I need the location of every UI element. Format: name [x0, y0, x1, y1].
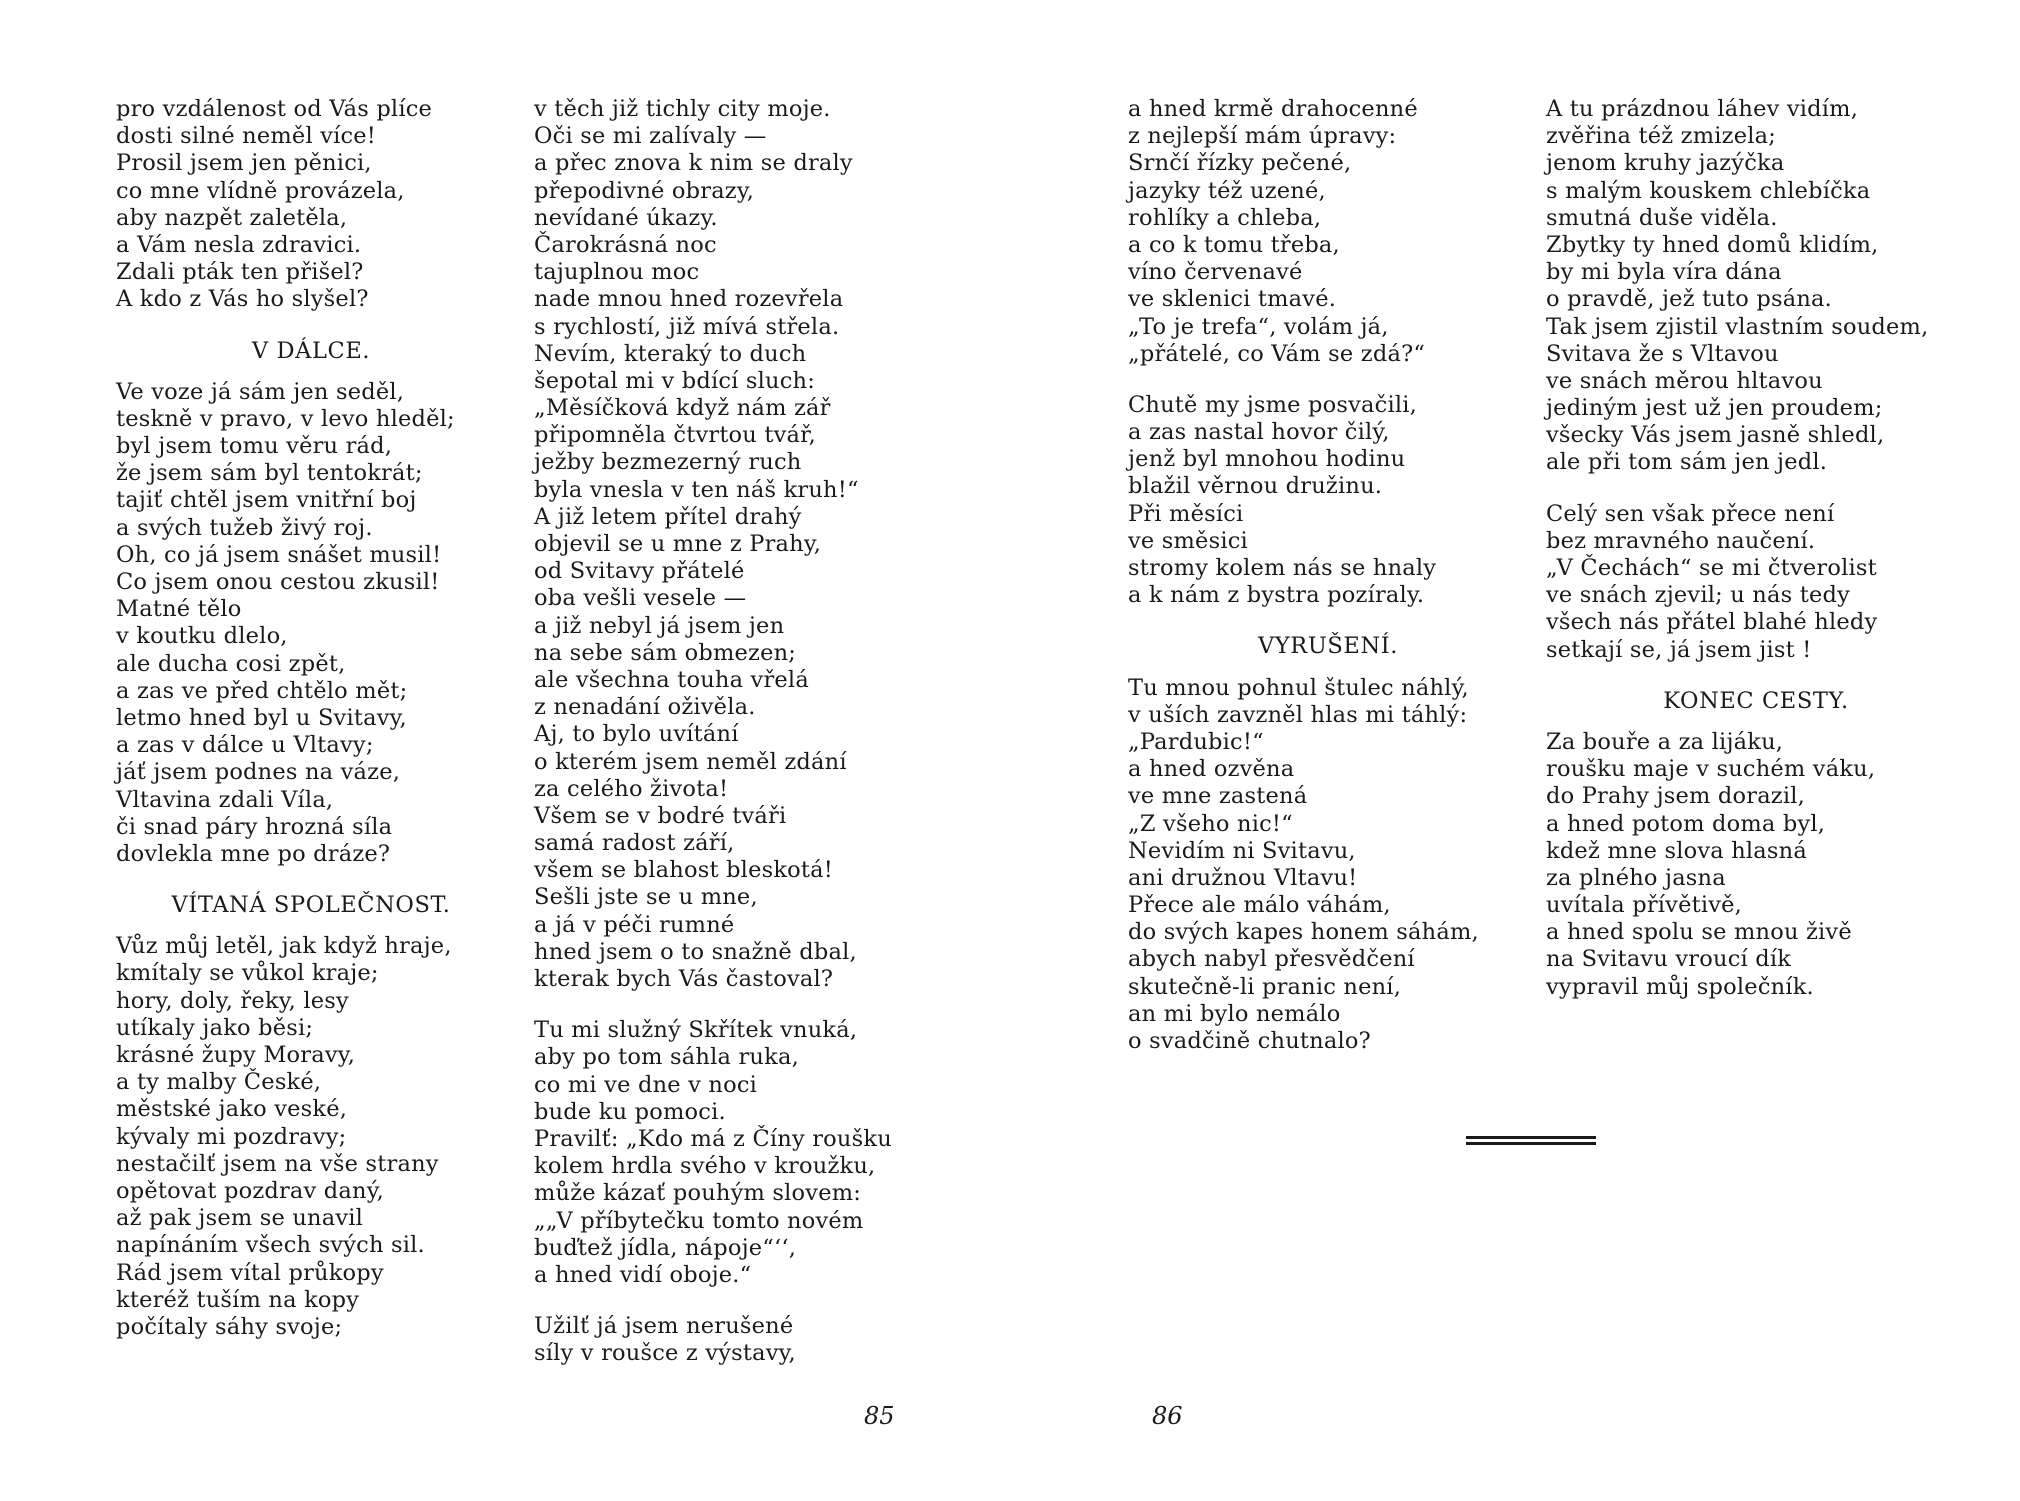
poem-line: Rád jsem vítal průkopy — [116, 1259, 384, 1286]
poem-line: bez mravného naučení. — [1546, 527, 1816, 554]
poem-line: ježby bezmezerný ruch — [534, 449, 802, 476]
poem-line: a Vám nesla zdravici. — [116, 231, 362, 258]
poem-line: Matné tělo — [116, 596, 242, 623]
page-86-column-1 — [1128, 96, 1528, 1055]
poem-line: „Pardubic!“ — [1128, 728, 1264, 755]
stanza-break — [1546, 477, 1966, 501]
poem-line: za celého života! — [534, 775, 729, 802]
poem-line: všecky Vás jsem jasně shledl, — [1546, 422, 1885, 449]
poem-line: setkají se, já jsem jist ! — [1546, 636, 1812, 663]
section-heading: VYRUŠENÍ. — [1258, 633, 1398, 660]
poem-line: a přec znova k nim se draly — [534, 150, 853, 177]
poem-line: napínáním všech svých sil. — [116, 1232, 425, 1259]
poem-line: Zbytky ty hned domů klidím, — [1546, 231, 1879, 258]
poem-line: Srnčí řízky pečené, — [1128, 150, 1352, 177]
poem-line: do svých kapes honem sáhám, — [1128, 919, 1479, 946]
poem-line: zvěřina též zmizela; — [1546, 123, 1776, 150]
poem-line: od Svitavy přátelé — [534, 558, 745, 585]
stanza-break — [534, 1289, 934, 1313]
poem-line: by mi byla víra dána — [1546, 259, 1782, 286]
poem-line: ve sklenici tmavé. — [1128, 286, 1337, 313]
poem-line: A tu prázdnou láhev vidím, — [1546, 96, 1859, 122]
poem-line: dosti silné neměl více! — [116, 123, 377, 150]
page-number-left: 85 — [864, 1402, 895, 1430]
poem-line: o kterém jsem neměl zdání — [534, 748, 847, 775]
poem-line: a zas nastal hovor čilý, — [1128, 419, 1390, 446]
poem-line: „To je trefa“, volám já, — [1128, 313, 1389, 340]
poem-line: může kázať pouhým slovem: — [534, 1180, 862, 1207]
poem-line: a co k tomu třeba, — [1128, 231, 1340, 258]
end-ornament-rule — [1466, 1136, 1596, 1150]
poem-line: krásné župy Moravy, — [116, 1042, 356, 1068]
poem-line: kmítaly se vůkol kraje; — [116, 960, 379, 987]
poem-line: nevídané úkazy. — [534, 204, 718, 231]
poem-line: kdež mne slova hlasná — [1546, 837, 1807, 864]
poem-line: Pravilť: „Kdo má z Číny roušku — [534, 1125, 892, 1152]
poem-line: jazyky též uzené, — [1128, 177, 1326, 204]
poem-line: Vůz můj letěl, jak když hraje, — [116, 933, 452, 960]
poem-line: blažil věrnou družinu. — [1128, 473, 1383, 500]
poem-line: a hned potom doma byl, — [1546, 810, 1826, 837]
poem-line: ale všechna touha vřelá — [534, 666, 809, 693]
poem-line: byla vnesla v ten náš kruh!“ — [534, 476, 859, 503]
poem-line: smutná duše viděla. — [1546, 204, 1778, 231]
poem-line: s malým kouskem chlebíčka — [1546, 177, 1871, 204]
poem-line: ale při tom sám jen jedl. — [1546, 449, 1828, 476]
poem-line: „Z všeho nic!“ — [1128, 810, 1293, 837]
poem-line: abych nabyl přesvědčení — [1128, 946, 1415, 973]
poem-line: a zas v dálce u Vltavy; — [116, 732, 374, 759]
poem-line: připomněla čtvrtou tvář, — [534, 422, 816, 449]
page-85-column-2 — [534, 96, 934, 1367]
poem-line: ale ducha cosi zpět, — [116, 650, 346, 677]
poem-line: a již nebyl já jsem jen — [534, 612, 785, 639]
poem-line: Nevidím ni Svitavu, — [1128, 837, 1356, 864]
poem-line: a k nám z bystra pozíraly. — [1128, 582, 1425, 609]
poem-line: počítaly sáhy svoje; — [116, 1313, 343, 1340]
poem-line: tajuplnou moc — [534, 259, 700, 286]
poem-line: Tak jsem zjistil vlastním soudem, — [1546, 313, 1929, 340]
poem-line: hned jsem o to snažně dbal, — [534, 938, 857, 965]
poem-line: Užilť já jsem nerušené — [534, 1313, 794, 1340]
poem-line: jediným jest už jen proudem; — [1546, 395, 1883, 422]
poem-line: nestačilť jsem na vše strany — [116, 1150, 439, 1177]
poem-line: roušku maje v suchém váku, — [1546, 756, 1876, 783]
poem-line: síly v roušce z výstavy, — [534, 1340, 796, 1367]
poem-line: Svitava že s Vltavou — [1546, 340, 1779, 367]
poem-line: vypravil můj společník. — [1546, 973, 1814, 1000]
poem-line: až pak jsem se unavil — [116, 1205, 364, 1232]
poem-line: kývaly mi pozdravy; — [116, 1123, 347, 1150]
poem-line: jenž byl mnohou hodinu — [1128, 446, 1406, 473]
poem-line: stromy kolem nás se hnaly — [1128, 555, 1437, 581]
poem-line: co mi ve dne v noci — [534, 1071, 758, 1098]
poem-line: Čarokrásná noc — [534, 231, 717, 258]
poem-line: Co jsem onou cestou zkusil! — [116, 569, 440, 595]
poem-line: „Měsíčková když nám zář — [534, 395, 831, 422]
poem-line: opětovat pozdrav daný, — [116, 1177, 384, 1204]
poem-line: jenom kruhy jazýčka — [1546, 150, 1785, 177]
poem-line: ve směsici — [1128, 527, 1248, 554]
poem-line: víno červenavé — [1128, 259, 1303, 286]
poem-line: utíkaly jako běsi; — [116, 1014, 314, 1041]
poem-line: městské jako veské, — [116, 1096, 348, 1123]
poem-line: tajiť chtěl jsem vnitřní boj — [116, 487, 417, 514]
poem-line: letmo hned byl u Svitavy, — [116, 704, 407, 731]
poem-line: samá radost září, — [534, 830, 735, 857]
poem-line: Přece ale málo váhám, — [1128, 892, 1391, 919]
poem-line: kolem hrdla svého v kroužku, — [534, 1153, 876, 1180]
poem-line: Tu mi služný Skřítek vnuká, — [534, 1017, 858, 1044]
poem-line: oba vešli vesele — — [534, 585, 747, 612]
poem-line: že jsem sám byl tentokrát; — [116, 460, 423, 487]
poem-line: pro vzdálenost od Vás plíce — [116, 96, 433, 122]
poem-line: A kdo z Vás ho slyšel? — [116, 286, 369, 313]
poem-line: ve snách zjevil; u nás tedy — [1546, 582, 1850, 609]
poem-line: Vltavina zdali Víla, — [116, 786, 334, 813]
stanza-break — [1128, 368, 1528, 392]
poem-line: a hned krmě drahocenné — [1128, 96, 1418, 122]
poem-line: do Prahy jsem dorazil, — [1546, 783, 1806, 810]
poem-line: z nejlepší mám úpravy: — [1128, 123, 1397, 150]
poem-line: Při měsíci — [1128, 500, 1244, 527]
poem-line: hory, doly, řeky, lesy — [116, 987, 349, 1014]
poem-line: v uších zavzněl hlas mi táhlý: — [1128, 701, 1468, 728]
poem-line: o pravdě, jež tuto psána. — [1546, 286, 1832, 313]
poem-line: ve mne zastená — [1128, 783, 1308, 810]
poem-line: na sebe sám obmezen; — [534, 639, 797, 666]
poem-line: jáť jsem podnes na váze, — [116, 759, 401, 786]
poem-line: teskně v pravo, v levo hleděl; — [116, 405, 455, 432]
poem-line: Prosil jsem jen pěnici, — [116, 150, 372, 177]
page-85-column-1 — [116, 96, 506, 1341]
poem-line: Chutě my jsme posvačili, — [1128, 391, 1417, 418]
poem-line: Sešli jste se u mne, — [534, 884, 758, 911]
poem-line: Za bouře a za lijáku, — [1546, 728, 1784, 755]
page-number-right: 86 — [1152, 1402, 1183, 1430]
poem-line: Oči se mi zalívaly — — [534, 123, 767, 150]
poem-line: „„V příbytečku tomto novém — [534, 1207, 864, 1234]
poem-line: Všem se v bodré tváři — [534, 802, 787, 829]
poem-line: a já v péči rumné — [534, 911, 735, 938]
poem-line: přepodivné obrazy, — [534, 177, 755, 204]
poem-line: Oh, co já jsem snášet musil! — [116, 541, 442, 568]
poem-line: všech nás přátel blahé hledy — [1546, 609, 1878, 636]
stanza-break — [534, 993, 934, 1017]
poem-line: všem se blahost bleskotá! — [534, 857, 834, 884]
section-heading: VÍTANÁ SPOLEČNOST. — [171, 892, 451, 919]
poem-line: kteréž tuším na kopy — [116, 1286, 360, 1313]
poem-line: „V Čechách“ se mi čtverolist — [1546, 555, 1877, 581]
poem-line: aby nazpět zaletěla, — [116, 204, 348, 231]
poem-line: byl jsem tomu věru rád, — [116, 433, 393, 460]
poem-line: ani družnou Vltavu! — [1128, 864, 1358, 891]
poem-line: za plného jasna — [1546, 864, 1726, 891]
poem-line: aby po tom sáhla ruka, — [534, 1044, 799, 1071]
poem-line: a hned vidí oboje.“ — [534, 1261, 752, 1288]
poem-line: v koutku dlelo, — [116, 623, 288, 650]
poem-line: uvítala přívětivě, — [1546, 892, 1743, 919]
poem-line: objevil se u mne z Prahy, — [534, 531, 822, 557]
poem-line: a svých tužeb živý roj. — [116, 514, 373, 541]
poem-line: a hned ozvěna — [1128, 756, 1295, 783]
poem-line: a hned spolu se mnou živě — [1546, 919, 1852, 946]
poem-line: buďtež jídla, nápoje“‘‘, — [534, 1234, 797, 1261]
poem-line: či snad páry hrozná síla — [116, 813, 393, 840]
poem-line: ve snách měrou hltavou — [1546, 367, 1823, 394]
poem-line: Celý sen však přece není — [1546, 500, 1835, 527]
poem-line: o svadčině chutnalo? — [1128, 1028, 1371, 1054]
poem-line: v těch již tichly city moje. — [534, 96, 831, 122]
poem-line: A již letem přítel drahý — [534, 503, 802, 530]
poem-line: šepotal mi v bdící sluch: — [534, 367, 816, 394]
poem-line: nade mnou hned rozevřela — [534, 286, 844, 313]
poem-line: Nevím, kteraký to duch — [534, 340, 807, 367]
page-86-column-2 — [1546, 96, 1966, 1001]
poem-line: Ve voze já sám jen seděl, — [116, 378, 405, 405]
poem-line: kterak bych Vás častoval? — [534, 966, 834, 992]
poem-line: na Svitavu vroucí dík — [1546, 946, 1792, 973]
section-heading: V DÁLCE. — [251, 337, 371, 364]
poem-line: co mne vlídně provázela, — [116, 177, 405, 204]
poem-line: an mi bylo nemálo — [1128, 1000, 1341, 1027]
poem-line: a ty malby České, — [116, 1069, 322, 1096]
poem-line: Tu mnou pohnul štulec náhlý, — [1128, 674, 1469, 701]
poem-line: „přátelé, co Vám se zdá?“ — [1128, 340, 1426, 367]
poem-line: bude ku pomoci. — [534, 1098, 726, 1125]
poem-line: s rychlostí, již mívá střela. — [534, 313, 840, 340]
poem-line: Zdali pták ten přišel? — [116, 259, 364, 286]
poem-line: dovlekla mne po dráze? — [116, 840, 391, 867]
poem-line: skutečně-li pranic není, — [1128, 973, 1402, 1000]
section-heading: KONEC CESTY. — [1663, 687, 1849, 714]
poem-line: rohlíky a chleba, — [1128, 204, 1322, 231]
poem-line: z nenadání oživěla. — [534, 694, 756, 721]
poem-line: Aj, to bylo uvítání — [534, 721, 739, 748]
poem-line: a zas ve před chtělo mět; — [116, 677, 408, 704]
